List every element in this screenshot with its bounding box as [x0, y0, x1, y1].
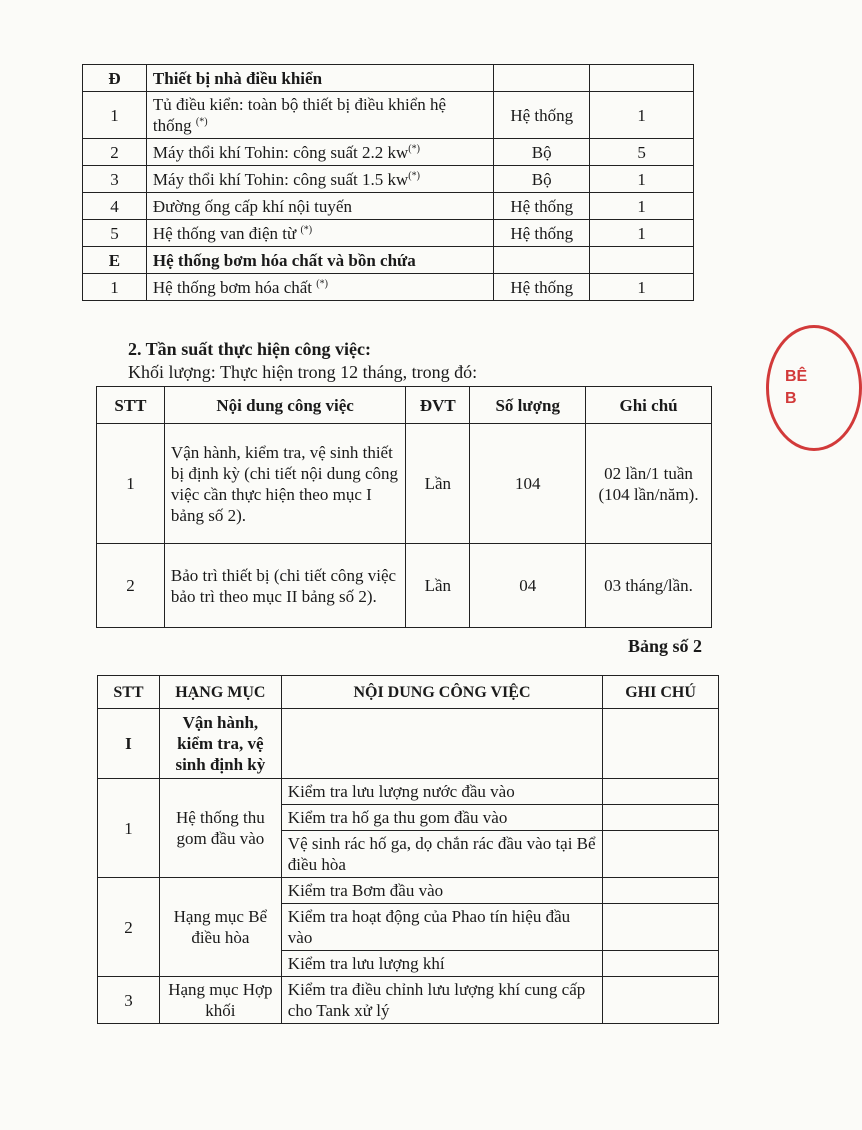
table-row: [98, 779, 719, 805]
task-cell: Kiểm tra Bơm đầu vào: [281, 878, 602, 904]
table-row: [83, 193, 694, 220]
note-mark: (*): [300, 223, 313, 235]
name-cell: [146, 139, 493, 166]
section-title: 2. Tần suất thực hiện công việc:: [128, 339, 371, 359]
name-cell: [146, 92, 493, 139]
content-cell: Bảo trì thiết bị (chi tiết công việc bảo trì theo mục II bảng số 2).: [164, 544, 405, 628]
name-text: Tủ điều kiển: toàn bộ thiết bị điều khiển hệ thống: [152, 95, 447, 135]
table-row: [83, 92, 694, 139]
qty-cell: 04: [470, 544, 586, 628]
note-cell: [603, 951, 719, 977]
table-label: Bảng số 2: [628, 636, 703, 656]
table-header-row: [98, 676, 719, 709]
company-stamp: [766, 325, 862, 451]
stt-cell: 5: [83, 220, 147, 247]
stt-cell: 2: [83, 139, 147, 166]
table-row: [98, 709, 719, 779]
header-stt: STT: [98, 676, 160, 709]
task-cell: [281, 709, 602, 779]
table-row: [98, 878, 719, 904]
table-row: [98, 977, 719, 1024]
header-category: HẠNG MỤC: [159, 676, 281, 709]
name-text: Máy thổi khí Tohin: công suất 2.2 kw: [152, 142, 409, 162]
stt-cell: 1: [83, 92, 147, 139]
qty-cell: 1: [590, 274, 694, 301]
qty-cell: 5: [590, 139, 694, 166]
name-cell: Hệ thống bơm hóa chất và bồn chứa: [146, 247, 493, 274]
note-cell: [603, 709, 719, 779]
stt-cell: 2: [98, 878, 160, 977]
tasks-table: [97, 675, 719, 1024]
header-task: NỘI DUNG CÔNG VIỆC: [281, 676, 602, 709]
stt-cell: 1: [97, 424, 165, 544]
unit-cell: Lần: [406, 424, 470, 544]
note-mark: (*): [195, 116, 208, 128]
note-mark: (*): [408, 169, 420, 181]
header-content: Nội dung công việc: [164, 387, 405, 424]
stt-cell: 4: [83, 193, 147, 220]
header-note: Ghi chú: [586, 387, 712, 424]
name-text: Hệ thống van điện từ: [152, 223, 297, 243]
stt-cell: 3: [83, 166, 147, 193]
unit-cell: Bộ: [494, 166, 590, 193]
name-text: Hệ thống bơm hóa chất: [152, 277, 313, 297]
volume-note: Khối lượng: Thực hiện trong 12 tháng, trong đó:: [128, 362, 478, 382]
qty-cell: [590, 247, 694, 274]
header-unit: ĐVT: [406, 387, 470, 424]
note-cell: [603, 977, 719, 1024]
qty-cell: 1: [590, 220, 694, 247]
category-cell: Hạng mục Hợp khối: [159, 977, 281, 1024]
qty-cell: 1: [590, 92, 694, 139]
unit-cell: Hệ thống: [494, 92, 590, 139]
table-row: [97, 544, 712, 628]
table-row: [83, 139, 694, 166]
frequency-table: [96, 386, 712, 628]
table-row: [83, 166, 694, 193]
stamp-text: B: [785, 390, 797, 407]
unit-cell: Lần: [406, 544, 470, 628]
note-cell: 02 lần/1 tuần (104 lần/năm).: [586, 424, 712, 544]
note-mark: (*): [316, 277, 328, 289]
note-cell: [603, 779, 719, 805]
name-cell: [146, 166, 493, 193]
qty-cell: 1: [590, 193, 694, 220]
stt-cell: 1: [83, 274, 147, 301]
table-row: [83, 220, 694, 247]
note-cell: [603, 878, 719, 904]
task-cell: Kiểm tra hoạt động của Phao tín hiệu đầu vào: [281, 904, 602, 951]
note-cell: [603, 904, 719, 951]
category-cell: Vận hành, kiểm tra, vệ sinh định kỳ: [159, 709, 281, 779]
unit-cell: Hệ thống: [494, 274, 590, 301]
name-text: Máy thổi khí Tohin: công suất 1.5 kw: [152, 169, 409, 189]
note-cell: [603, 831, 719, 878]
stt-cell: I: [98, 709, 160, 779]
unit-cell: Bộ: [494, 139, 590, 166]
qty-cell: 1: [590, 166, 694, 193]
unit-cell: Hệ thống: [494, 220, 590, 247]
task-cell: Vệ sinh rác hố ga, dọ chắn rác đầu vào tại Bể điều hòa: [281, 831, 602, 878]
note-mark: (*): [408, 142, 420, 154]
table-row: [83, 65, 694, 92]
category-cell: Hạng mục Bể điều hòa: [159, 878, 281, 977]
stt-cell: 3: [98, 977, 160, 1024]
content-cell: Vận hành, kiểm tra, vệ sinh thiết bị định kỳ (chi tiết nội dung công việc cần thực hiện theo mục I bảng số 2).: [164, 424, 405, 544]
name-cell: Đường ống cấp khí nội tuyến: [146, 193, 493, 220]
table-row: [83, 274, 694, 301]
category-cell: Hệ thống thu gom đầu vào: [159, 779, 281, 878]
header-note: GHI CHÚ: [603, 676, 719, 709]
note-cell: [603, 805, 719, 831]
name-cell: [146, 220, 493, 247]
table-row: [97, 424, 712, 544]
qty-cell: 104: [470, 424, 586, 544]
stt-cell: E: [83, 247, 147, 274]
unit-cell: [494, 65, 590, 92]
task-cell: Kiểm tra lưu lượng khí: [281, 951, 602, 977]
task-cell: Kiểm tra lưu lượng nước đầu vào: [281, 779, 602, 805]
table-header-row: [97, 387, 712, 424]
qty-cell: [590, 65, 694, 92]
name-cell: [146, 274, 493, 301]
task-cell: Kiểm tra điều chỉnh lưu lượng khí cung cấp cho Tank xử lý: [281, 977, 602, 1024]
header-qty: Số lượng: [470, 387, 586, 424]
note-cell: 03 tháng/lần.: [586, 544, 712, 628]
stt-cell: Đ: [83, 65, 147, 92]
equipment-table: [82, 64, 694, 301]
header-stt: STT: [97, 387, 165, 424]
unit-cell: Hệ thống: [494, 193, 590, 220]
table-row: [83, 247, 694, 274]
stt-cell: 2: [97, 544, 165, 628]
stamp-text: BÊ: [785, 368, 808, 385]
name-cell: Thiết bị nhà điều khiển: [146, 65, 493, 92]
task-cell: Kiểm tra hố ga thu gom đầu vào: [281, 805, 602, 831]
stt-cell: 1: [98, 779, 160, 878]
unit-cell: [494, 247, 590, 274]
